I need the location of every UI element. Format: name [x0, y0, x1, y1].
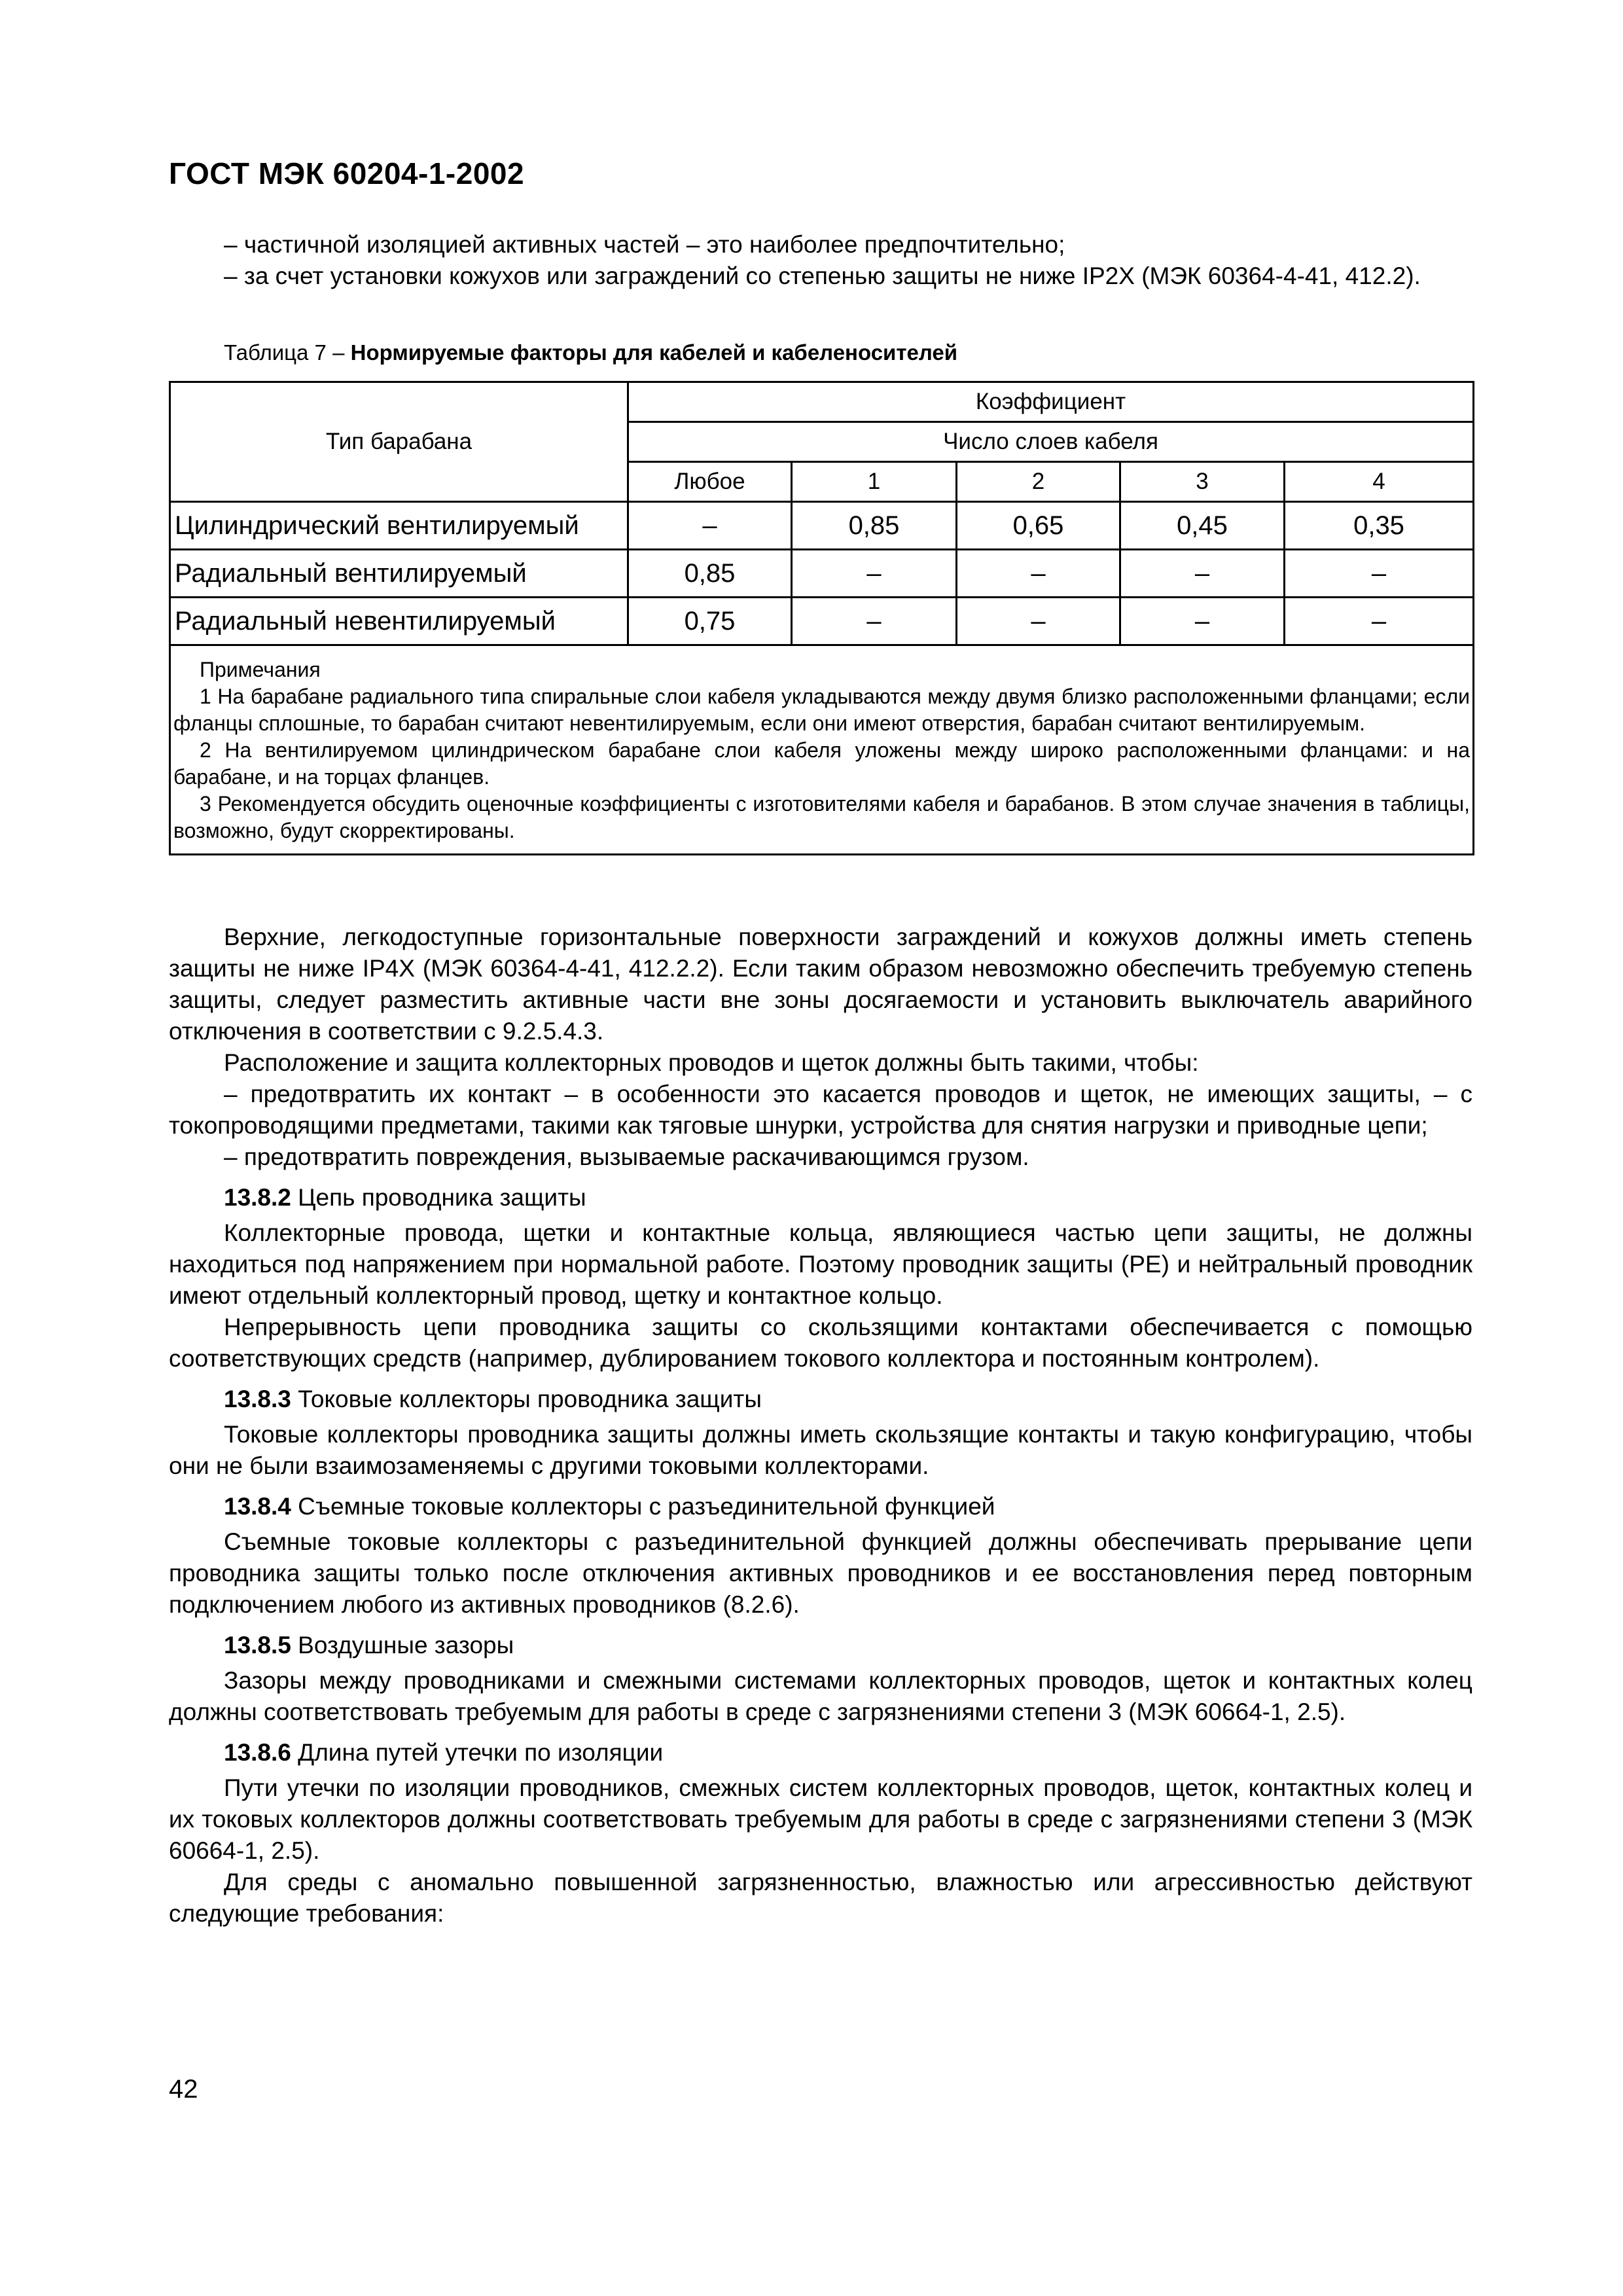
section-number: 13.8.5: [224, 1632, 291, 1659]
section-number: 13.8.6: [224, 1739, 291, 1766]
paragraph: – предотвратить их контакт – в особенности это касается проводов и щеток, не имеющих защиты, – с токопроводящими предметами, такими как тяговые шнурки, устройства для снятия нагрузки и приводные цепи;: [169, 1081, 1472, 1139]
note-item: 3 Рекомендуется обсудить оценочные коэффициенты с изготовителями кабеля и барабанов. В этом случае значения в таблицы, возможно, будут скорректированы.: [173, 792, 1471, 842]
cell: –: [1285, 598, 1474, 645]
cell: 0,35: [1285, 502, 1474, 550]
paragraph: Непрерывность цепи проводника защиты со скользящими контактами обеспечивается с помощью соответствующих средств (например, дублированием токового коллектора и постоянным контролем).: [169, 1314, 1472, 1372]
section-heading-13-8-4: [169, 1491, 1472, 1522]
section-title: Цепь проводника защиты: [291, 1184, 586, 1211]
section-heading-13-8-2: [169, 1182, 1472, 1213]
row-name: Радиальный невентилируемый: [170, 598, 628, 645]
row-name: Цилиндрический вентилируемый: [170, 502, 628, 550]
section-number: 13.8.3: [224, 1386, 291, 1412]
paragraph: Коллекторные провода, щетки и контактные кольца, являющиеся частью цепи защиты, не должны находиться под напряжением при нормальной работе. Поэтому проводник защиты (PE) и нейтральный проводник имеют отдельный коллекторный провод, щетку и контактное кольцо.: [169, 1219, 1472, 1309]
main-text: [169, 922, 1472, 1929]
header-column: Любое: [628, 462, 792, 502]
row-name: Радиальный вентилируемый: [170, 550, 628, 598]
note-item: 2 На вентилируемом цилиндрическом барабане слои кабеля уложены между широко расположенными фланцами: и на барабане, и на торцах фланцев.: [173, 738, 1471, 789]
cell: 0,85: [792, 502, 957, 550]
intro-line: – частичной изоляцией активных частей – это наиболее предпочтительно;: [224, 231, 1065, 258]
paragraph: Зазоры между проводниками и смежными системами коллекторных проводов, щеток и контактных колец должны соответствовать требуемым для работы в среде с загрязнениями степени 3 (МЭК 60664-1, 2.5).: [169, 1667, 1472, 1725]
page-number: 42: [169, 2075, 198, 2104]
cell: –: [957, 598, 1120, 645]
section-number: 13.8.2: [224, 1184, 291, 1211]
paragraph: Пути утечки по изоляции проводников, смежных систем коллекторных проводов, щеток, контактных колец и их токовых коллекторов должны соответствовать требуемым для работы в среде с загрязнениями степени 3 (МЭК 60664-1, 2.5).: [169, 1774, 1472, 1864]
section-heading-13-8-6: [169, 1737, 1472, 1768]
cell: 0,45: [1120, 502, 1285, 550]
paragraph: Токовые коллекторы проводника защиты должны иметь скользящие контакты и такую конфигурацию, чтобы они не были взаимозаменяемы с другими токовыми коллекторами.: [169, 1421, 1472, 1479]
cell: 0,65: [957, 502, 1120, 550]
table-caption-title: Нормируемые факторы для кабелей и кабеленосителей: [350, 340, 958, 365]
section-title: Воздушные зазоры: [291, 1632, 514, 1659]
cell: –: [1285, 550, 1474, 598]
section-title: Съемные токовые коллекторы с разъединительной функцией: [291, 1493, 995, 1520]
section-number: 13.8.4: [224, 1493, 291, 1520]
header-column: 2: [957, 462, 1120, 502]
header-column: 4: [1285, 462, 1474, 502]
table-row: [170, 502, 1474, 550]
cell: –: [628, 502, 792, 550]
notes-title: Примечания: [200, 658, 321, 681]
cell: –: [957, 550, 1120, 598]
cell: 0,85: [628, 550, 792, 598]
section-heading-13-8-3: [169, 1384, 1472, 1415]
document-title: ГОСТ МЭК 60204-1-2002: [169, 156, 525, 190]
cell: –: [792, 550, 957, 598]
paragraph: Верхние, легкодоступные горизонтальные поверхности заграждений и кожухов должны иметь степень защиты не ниже IP4X (МЭК 60364-4-41, 412.2.2). Если таким образом невозможно обеспечить требуемую степень защиты, следует разместить активные части вне зоны досягаемости и установить выключатель аварийного отключения в соответствии с 9.2.5.4.3.: [169, 924, 1472, 1045]
paragraph: Для среды с аномально повышенной загрязненностью, влажностью или агрессивностью действуют следующие требования:: [169, 1869, 1472, 1927]
paragraph: – предотвратить повреждения, вызываемые раскачивающимся грузом.: [224, 1143, 1029, 1170]
header-drum-type: Тип барабана: [170, 382, 628, 502]
section-title: Токовые коллекторы проводника защиты: [291, 1386, 762, 1412]
intro-section: [169, 229, 1472, 292]
table-row: [170, 550, 1474, 598]
section-heading-13-8-5: [169, 1630, 1472, 1661]
cell: –: [792, 598, 957, 645]
table-row: [170, 598, 1474, 645]
paragraph: Расположение и защита коллекторных проводов и щеток должны быть такими, чтобы:: [224, 1049, 1199, 1076]
section-title: Длина путей утечки по изоляции: [291, 1739, 664, 1766]
table-caption: [224, 340, 957, 365]
paragraph: Съемные токовые коллекторы с разъединительной функцией должны обеспечивать прерывание цепи проводника защиты только после отключения активных проводников и ее восстановления перед повторным подключением любого из активных проводников (8.2.6).: [169, 1528, 1472, 1618]
table-notes-row: [170, 645, 1474, 855]
header-column: 1: [792, 462, 957, 502]
header-cable-layers: Число слоев кабеля: [628, 422, 1474, 462]
intro-line: – за счет установки кожухов или заграждений со степенью защиты не ниже IP2X (МЭК 60364-4-41, 412.2).: [224, 262, 1421, 289]
header-column: 3: [1120, 462, 1285, 502]
cable-factors-table: [169, 381, 1474, 855]
cell: –: [1120, 550, 1285, 598]
table-caption-prefix: Таблица 7 –: [224, 340, 351, 365]
cell: –: [1120, 598, 1285, 645]
header-coefficient: Коэффициент: [628, 382, 1474, 422]
table-notes: [170, 645, 1474, 855]
note-item: 1 На барабане радиального типа спиральные слои кабеля укладываются между двумя близко расположенными фланцами; если фланцы сплошные, то барабан считают невентилируемым, если они имеют отверстия, барабан считают вентилируемым.: [173, 685, 1471, 735]
cell: 0,75: [628, 598, 792, 645]
